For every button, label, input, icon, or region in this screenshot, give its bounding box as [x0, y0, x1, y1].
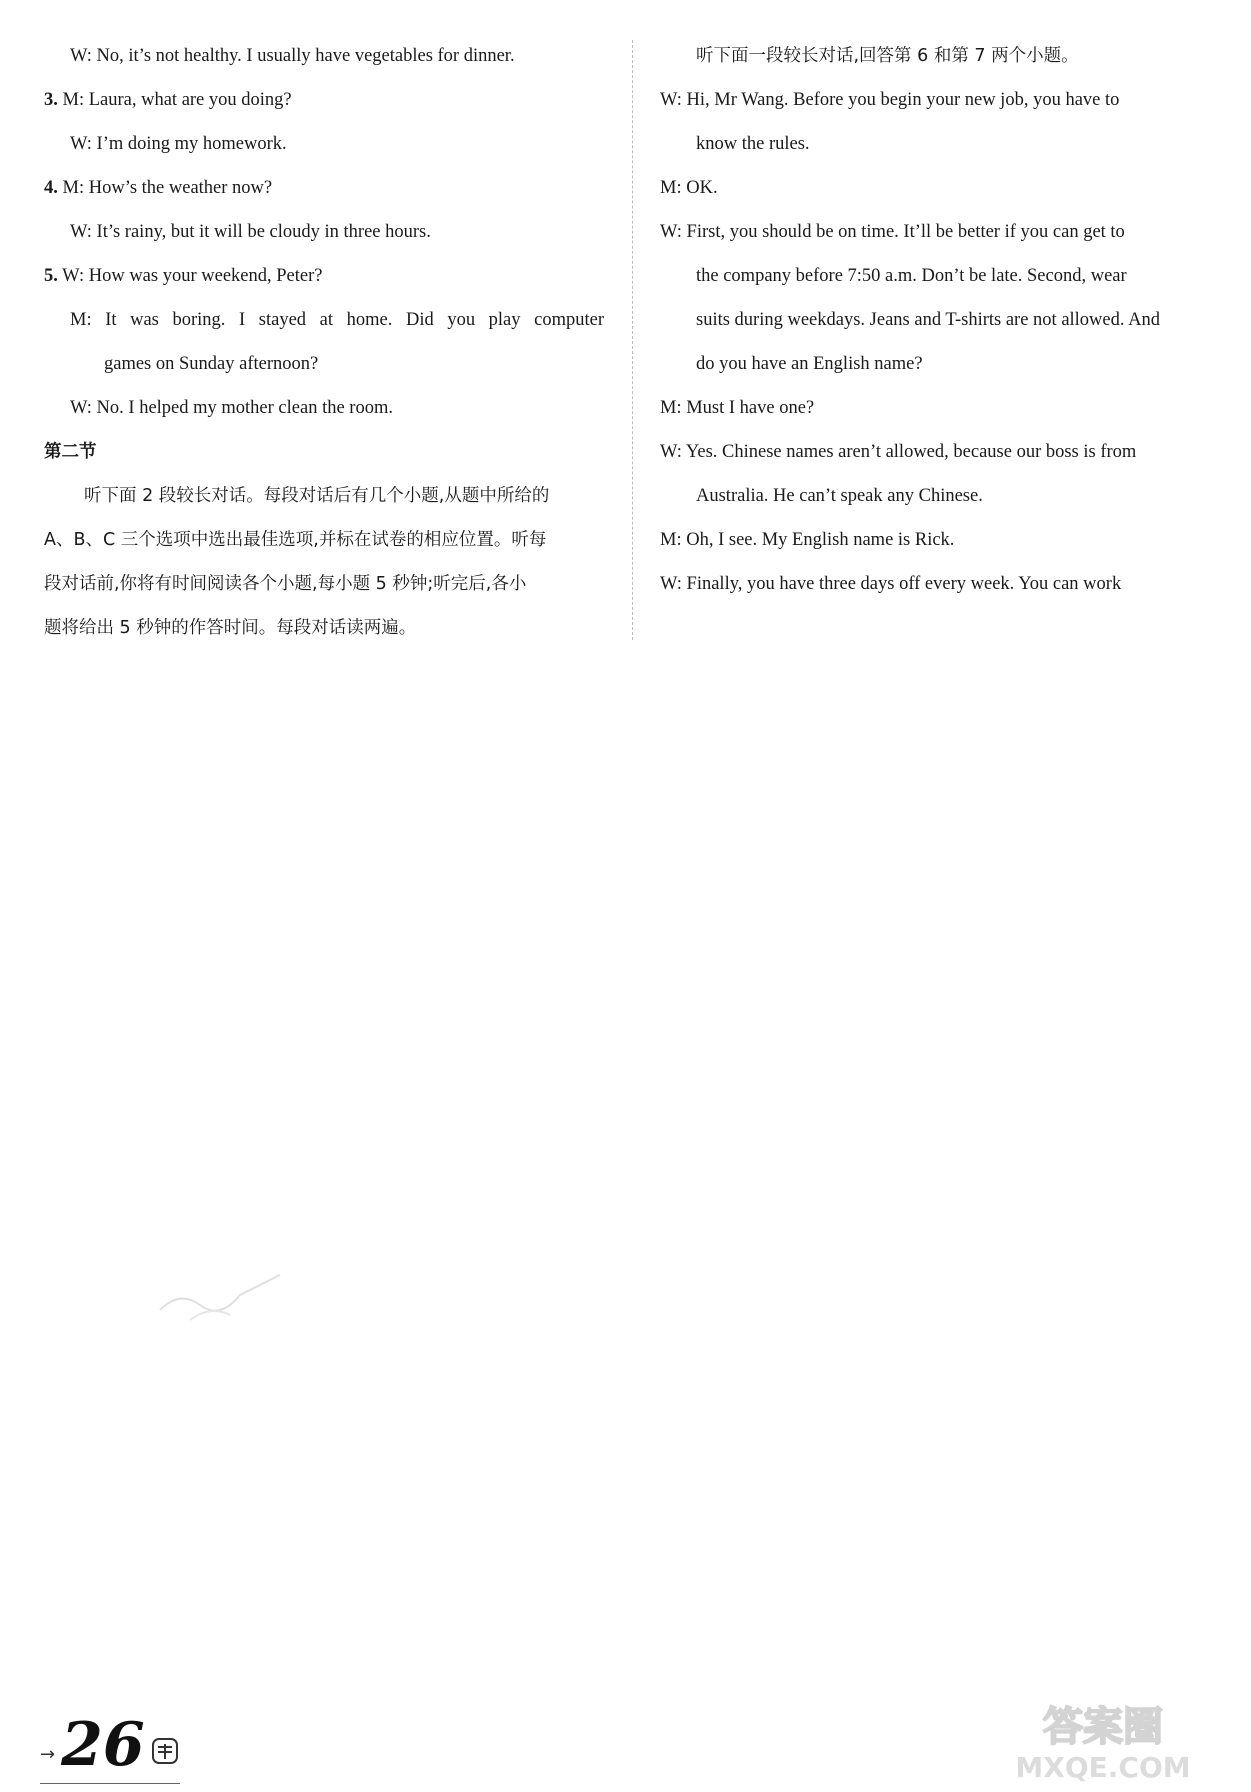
- instruction-line: 听下面 2 段较长对话。每段对话后有几个小题,从题中所给的: [84, 486, 550, 506]
- seal-icon: [151, 1737, 179, 1765]
- dialogue-line: games on Sunday afternoon?: [104, 354, 319, 374]
- instruction-line: A、B、C 三个选项中选出最佳选项,并标在试卷的相应位置。听每: [44, 530, 547, 550]
- dialogue-line: W: Finally, you have three days off every week. You can work: [660, 574, 1122, 594]
- dialogue-line: W: No. I helped my mother clean the room.: [70, 398, 393, 418]
- dialogue-line: do you have an English name?: [696, 354, 923, 374]
- dialogue-line: the company before 7:50 a.m. Don’t be late. Second, wear: [696, 266, 1127, 286]
- dialogue-line: M: Must I have one?: [660, 398, 815, 418]
- dialogue-line: M: Oh, I see. My English name is Rick.: [660, 530, 955, 550]
- section-heading: 第二节: [44, 442, 97, 462]
- left-column: [44, 34, 604, 650]
- page-rule: [40, 1783, 180, 1784]
- dialogue-line: W: I’m doing my homework.: [70, 134, 287, 154]
- page-number-text: 26: [61, 1710, 145, 1780]
- svg-text:MXQE.COM: MXQE.COM: [1015, 1751, 1191, 1784]
- dialogue-line: know the rules.: [696, 134, 810, 154]
- dialogue-line: Australia. He can’t speak any Chinese.: [696, 486, 983, 506]
- right-column: [660, 34, 1210, 606]
- column-divider: [632, 40, 633, 640]
- dialogue-line: suits during weekdays. Jeans and T-shirts are not allowed. And: [696, 310, 1160, 330]
- dialogue-line: 4. M: How’s the weather now?: [44, 178, 273, 198]
- dialogue-line: W: Hi, Mr Wang. Before you begin your new job, you have to: [660, 90, 1120, 110]
- arrow-icon: →: [40, 1744, 56, 1765]
- dialogue-heading: 听下面一段较长对话,回答第 6 和第 7 两个小题。: [696, 46, 1079, 66]
- dialogue-line: M: It was boring. I stayed at home. Did you play computer: [70, 310, 604, 330]
- dialogue-line: W: Yes. Chinese names aren’t allowed, because our boss is from: [660, 442, 1137, 462]
- instruction-line: 题将给出 5 秒钟的作答时间。每段对话读两遍。: [44, 618, 417, 638]
- page-number: [40, 1710, 179, 1780]
- dialogue-line: 3. M: Laura, what are you doing?: [44, 90, 292, 110]
- svg-text:答案圈: 答案圈: [1043, 1704, 1163, 1750]
- dialogue-line: 5. W: How was your weekend, Peter?: [44, 266, 323, 286]
- pencil-scribble: [150, 1255, 310, 1335]
- dialogue-line: W: First, you should be on time. It’ll be better if you can get to: [660, 222, 1125, 242]
- dialogue-line: M: OK.: [660, 178, 718, 198]
- instruction-line: 段对话前,你将有时间阅读各个小题,每小题 5 秒钟;听完后,各小: [44, 574, 527, 594]
- dialogue-line: W: No, it’s not healthy. I usually have vegetables for dinner.: [70, 46, 515, 66]
- watermark-logo: [988, 1695, 1218, 1790]
- dialogue-line: W: It’s rainy, but it will be cloudy in three hours.: [70, 222, 431, 242]
